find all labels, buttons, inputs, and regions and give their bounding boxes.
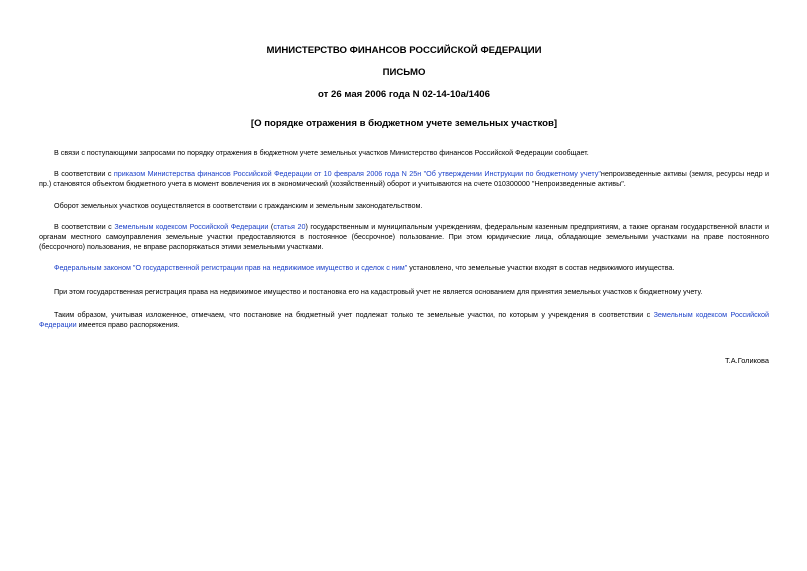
paragraph-text: ( [268,221,274,231]
paragraph-text: установлено, что земельные участки входят в состав недвижимого имущества. [407,263,675,273]
ministry-title: МИНИСТЕРСТВО ФИНАНСОВ РОССИЙСКОЙ ФЕДЕРАЦИИ [266,45,542,56]
paragraph-text: В соответствии с [54,169,114,179]
paragraph-5 [39,263,769,273]
paragraph-7 [39,310,769,330]
paragraph-text: В связи с поступающими запросами по порядку отражения в бюджетном учете земельных участков Министерство финансов Российской Федерации сообщает. [54,148,589,157]
paragraph-text: При этом государственная регистрация права на недвижимое имущество и постановка его на кадастровый учет не является основанием для принятия земельных участков к бюджетному учету. [54,286,703,296]
paragraph-text: имеется право распоряжения. [76,320,180,330]
paragraph-2 [39,169,769,189]
link-federal-law-registration[interactable]: Федеральным законом "О государственной регистрации прав на недвижимое имущество и сделок с ним" [54,263,408,273]
paragraph-6 [39,287,769,297]
paragraph-text: В соответствии с [54,221,115,231]
paragraph-text: непроизведенные активы (земля, ресурсы недр и пр.) становятся объектом бюджетного учета в момент вовлечения их в экономический (хозяйственный) оборот и учитываются на счете 010300000 "Непроизведенные активы". [39,169,769,189]
paragraph-text: ) государственным и муниципальным учреждениям, федеральным казенным предприятиям, а также органам государственной власти и органам местного самоуправления земельные участки предоставляются в постоянное (бессрочное) пользование. При этом юридические лица, обладающие земельными участками на праве постоянного (бессрочного) пользования, не вправе распоряжаться этими земельными участками. [39,221,769,252]
paragraph-text: Таким образом, учитывая изложенное, отмечаем, что постановке на бюджетный учет подлежат только те земельные участки, по которым у учреждения в соответствии с [54,309,654,319]
paragraph-1 [39,148,769,158]
paragraph-text: Оборот земельных участков осуществляется в соответствии с гражданским и земельным законодательством. [54,200,423,210]
document-date: от 26 мая 2006 года N 02-14-10а/1406 [318,89,490,100]
link-land-code[interactable]: Земельным кодексом Российской Федерации [114,221,269,231]
link-article-20[interactable]: статья 20 [273,221,306,231]
document-subject: [О порядке отражения в бюджетном учете земельных участков] [250,118,558,129]
document-body [39,148,769,330]
signature: Т.А.Голикова [724,356,769,365]
link-order-25n[interactable]: приказом Министерства финансов Российской Федерации от 10 февраля 2006 года N 25н "Об утверждении Инструкции по бюджетному учету" [113,169,601,179]
paragraph-4 [39,222,769,253]
paragraph-3 [39,201,769,211]
document-type: ПИСЬМО [382,67,426,78]
link-land-code-2[interactable]: Земельным кодексом Российской Федерации [39,309,769,330]
